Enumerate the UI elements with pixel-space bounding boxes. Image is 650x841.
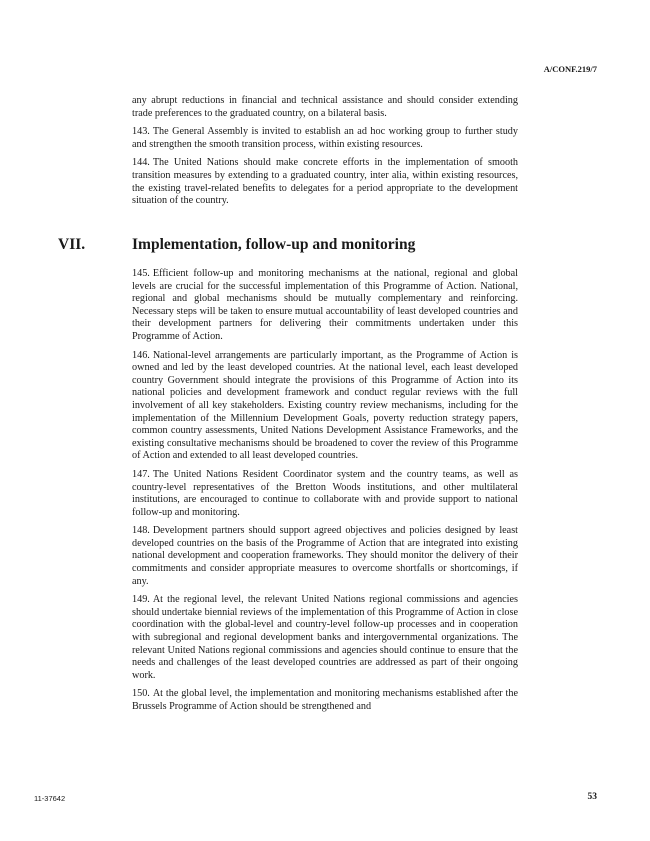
paragraph-143: [132, 126, 518, 151]
paragraph-text: any abrupt reductions in financial and technical assistance and should consider extending trade preferences to the graduated country, on a bilateral basis.: [132, 95, 518, 119]
paragraph-149: [132, 594, 518, 682]
job-number: 11-37642: [34, 794, 66, 803]
paragraph-number: 145.: [132, 268, 150, 279]
paragraph-145: [132, 268, 518, 344]
paragraph-number: 150.: [132, 688, 150, 700]
paragraph-147: [132, 469, 518, 519]
paragraph-number: 149.: [132, 594, 150, 606]
paragraph-number: 146.: [132, 349, 150, 361]
paragraph-text: The United Nations should make concrete efforts in the implementation of smooth transition measures by extending to a graduated country, inter alia, within existing resources, the existing travel-related benefits to delegates for a period appropriate to the development situation of the country.: [132, 157, 518, 207]
paragraph-144: [132, 157, 518, 207]
paragraph-text: Efficient follow-up and monitoring mechanisms at the national, regional and global levels are crucial for the successful implementation of this Programme of Action. National, regional and global mechanisms should be mutually complementary and reinforcing. Necessary steps will be taken to ensure mutual accountability of least developed countries and their development partners for delivering their commitments undertaken under this Programme of Action.: [132, 268, 518, 342]
top-paragraphs: [132, 95, 518, 214]
section-title: Implementation, follow-up and monitoring: [132, 236, 416, 253]
paragraph-text: At the global level, the implementation and monitoring mechanisms established after the Brussels Programme of Action should be strengthened and: [132, 688, 518, 712]
paragraph-number: 147.: [132, 468, 150, 480]
page-number: 53: [587, 792, 597, 802]
document-symbol: A/CONF.219/7: [543, 64, 597, 74]
section-number: VII.: [58, 236, 86, 253]
section-heading: [58, 236, 415, 254]
paragraph-text: National-level arrangements are particularly important, as the Programme of Action is owned and led by the least developed countries. At the national level, each least developed country Government should integrate the provisions of this Programme of Action into its national policies and development framework and conduct regular reviews with the full involvement of all key stakeholders. Existing country review mechanisms, including for the implementation of the Millennium Development Goals, poverty reduction strategy papers, common country assessments, United Nations Development Assistance Frameworks, and the existing consultative mechanisms should be broadened to cover the review of this Programme of Action and extended to all least developed countries.: [132, 349, 518, 462]
section-paragraphs: [132, 268, 518, 720]
paragraph-148: [132, 525, 518, 588]
paragraph-150: [132, 688, 518, 713]
paragraph-146: [132, 350, 518, 463]
paragraph-number: 143.: [132, 126, 150, 138]
paragraph-text: Development partners should support agreed objectives and policies designed by least developed countries on the basis of the Programme of Action that are integrated into existing national development and cooperation frameworks. They should monitor the delivery of their commitments and consider appropriate measures to overcome shortfalls or shortcomings, if any.: [132, 525, 518, 587]
paragraph-number: 144.: [132, 157, 150, 169]
paragraph-number: 148.: [132, 525, 150, 537]
paragraph-text: The General Assembly is invited to establish an ad hoc working group to further study and strengthen the smooth transition process, within existing resources.: [132, 126, 518, 150]
paragraph-text: The United Nations Resident Coordinator system and the country teams, as well as country-level representatives of the Bretton Woods institutions, and other multilateral institutions, are encouraged to continue to collaborate with and provide support to national follow-up and monitoring.: [132, 468, 518, 518]
paragraph-text: At the regional level, the relevant United Nations regional commissions and agencies should undertake biennial reviews of the implementation of this Programme of Action in close coordination with the global-level and country-level follow-up processes and in cooperation with subregional and regional development banks and intergovernmental organizations. The relevant United Nations regional commissions and agencies should continue to ensure that the needs and challenges of the least developed countries are addressed as part of their ongoing work.: [132, 594, 518, 681]
paragraph-continuation: [132, 95, 518, 120]
